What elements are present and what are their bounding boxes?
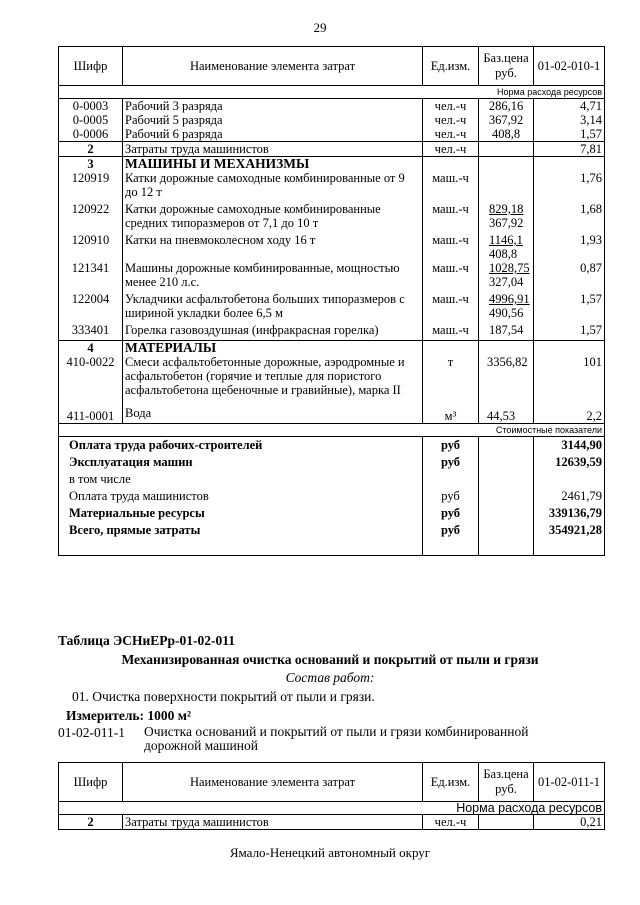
row-value: 1,57 — [534, 323, 605, 341]
row-value: 2461,79 — [534, 488, 605, 505]
row-unit — [423, 157, 479, 172]
row-value: 0,21 — [534, 815, 605, 830]
header-code: Шифр — [59, 763, 123, 802]
section-code: 3 — [59, 157, 123, 172]
norm-description: Очистка оснований и покрытий от пыли и грязи комбинированной дорожной машиной — [144, 724, 529, 753]
worker-row — [59, 99, 605, 114]
row-value: 354921,28 — [534, 522, 605, 556]
section-title: МАШИНЫ И МЕХАНИЗМЫ — [123, 157, 423, 172]
row-value: 12639,59 — [534, 454, 605, 471]
header-name: Наименование элемента затрат — [123, 763, 423, 802]
header-name: Наименование элемента затрат — [123, 47, 423, 86]
row-code: 122004 — [59, 292, 123, 323]
row-unit: руб — [423, 437, 479, 455]
table-title: Таблица ЭСНиЕРр-01-02-011 — [58, 633, 236, 648]
row-price — [479, 522, 534, 556]
row-name: Смеси асфальтобетонные дорожные, аэродромные и асфальтобетон (горячие и теплые для пористого асфальтобетона щебеночные и гравийные), марка II — [123, 355, 423, 400]
worker-row — [59, 127, 605, 142]
section-heading: Механизированная очистка оснований и покрытий от пыли и грязи — [121, 652, 539, 667]
row-value: 339136,79 — [534, 505, 605, 522]
row-value: 0,87 — [534, 261, 605, 292]
row-name: Рабочий 6 разряда — [123, 127, 423, 142]
row-unit: чел.-ч — [423, 127, 479, 142]
row-code: 2 — [59, 142, 123, 157]
row-name: Катки дорожные самоходные комбинированные от 9 до 12 т — [123, 171, 423, 202]
norm-label: Норма расхода ресурсов — [59, 802, 605, 815]
machine-row — [59, 261, 605, 292]
row-name: Катки дорожные самоходные комбинированные средних типоразмеров от 7,1 до 10 т — [123, 202, 423, 233]
row-unit: чел.-ч — [423, 815, 479, 830]
section-code: 4 — [59, 341, 123, 356]
cost-row — [59, 505, 605, 522]
row-price — [479, 471, 534, 488]
row-name: Оплата труда рабочих-строителей — [59, 437, 423, 455]
row-name: Рабочий 3 разряда — [123, 99, 423, 114]
row-value: 1,57 — [534, 127, 605, 142]
row-value — [534, 157, 605, 172]
row-code: 0-0005 — [59, 113, 123, 127]
row-value: 1,93 — [534, 233, 605, 261]
page-number: 29 — [313, 20, 327, 35]
row-unit: руб — [423, 522, 479, 556]
row-price — [479, 815, 534, 830]
cost-label-row — [59, 424, 605, 437]
row-code: 410-0022 — [59, 355, 123, 400]
row-code: 120910 — [59, 233, 123, 261]
row-name: Материальные ресурсы — [59, 505, 423, 522]
row-unit: чел.-ч — [423, 99, 479, 114]
price-base: 4996,91 — [489, 292, 530, 306]
row-price — [479, 157, 534, 172]
row-price — [479, 437, 534, 455]
header-code: Шифр — [59, 47, 123, 86]
row-unit: чел.-ч — [423, 142, 479, 157]
row-price — [479, 488, 534, 505]
material-row — [59, 400, 605, 424]
row-name: Затраты труда машинистов — [123, 815, 423, 830]
row-code: 120919 — [59, 171, 123, 202]
materials-section-row — [59, 341, 605, 356]
row-code: 0-0006 — [59, 127, 123, 142]
row-price — [479, 233, 534, 261]
header-unit: Ед.изм. — [423, 763, 479, 802]
row-unit: чел.-ч — [423, 113, 479, 127]
norm-label: Норма расхода ресурсов — [59, 86, 605, 99]
row-unit: маш.-ч — [423, 202, 479, 233]
machines-section-row — [59, 157, 605, 172]
row-code: 2 — [59, 815, 123, 830]
row-value — [534, 471, 605, 488]
machine-row — [59, 233, 605, 261]
price-base: 187,54 — [489, 323, 524, 337]
row-value: 3144,90 — [534, 437, 605, 455]
row-price — [479, 292, 534, 323]
footer-region: Ямало-Ненецкий автономный округ — [229, 845, 431, 860]
resource-table-1 — [58, 46, 605, 556]
row-name: Катки на пневмоколесном ходу 16 т — [123, 233, 423, 261]
header-price: Баз.цена руб. — [479, 47, 534, 86]
cost-row — [59, 522, 605, 556]
price-base: 1028,75 — [489, 261, 530, 275]
row-unit — [423, 341, 479, 356]
cost-row — [59, 471, 605, 488]
row-price — [479, 341, 534, 356]
row-code: 120922 — [59, 202, 123, 233]
row-value: 1,68 — [534, 202, 605, 233]
row-unit: маш.-ч — [423, 233, 479, 261]
cost-row — [59, 488, 605, 505]
row-price — [479, 261, 534, 292]
row-value: 1,76 — [534, 171, 605, 202]
row-name: в том числе — [59, 471, 423, 488]
table2-row — [59, 815, 605, 830]
row-price: 367,92 — [479, 113, 534, 127]
table2-header-row — [59, 763, 605, 802]
row-value: 2,2 — [534, 400, 605, 424]
row-value: 3,14 — [534, 113, 605, 127]
row-price: 408,8 — [479, 127, 534, 142]
row-value — [534, 341, 605, 356]
work-composition-label: Состав работ: — [285, 670, 375, 685]
row-name: Эксплуатация машин — [59, 454, 423, 471]
price-machinist: 327,04 — [489, 275, 524, 289]
row-value: 101 — [534, 355, 605, 400]
price-base: 829,18 — [489, 202, 524, 216]
header-unit: Ед.изм. — [423, 47, 479, 86]
cost-label: Стоимостные показатели — [59, 424, 605, 437]
machinists-row — [59, 142, 605, 157]
cost-row — [59, 437, 605, 455]
row-value: 4,71 — [534, 99, 605, 114]
machine-row — [59, 171, 605, 202]
price-machinist: 367,92 — [489, 216, 524, 230]
row-price — [479, 505, 534, 522]
row-name: Всего, прямые затраты — [59, 522, 423, 556]
row-price — [479, 323, 534, 341]
row-name: Машины дорожные комбинированные, мощностью менее 210 л.с. — [123, 261, 423, 292]
norm-label-row — [59, 86, 605, 99]
material-row — [59, 355, 605, 400]
row-price: 286,16 — [479, 99, 534, 114]
cost-row — [59, 454, 605, 471]
row-price: 3356,82 — [479, 355, 534, 400]
row-unit: маш.-ч — [423, 292, 479, 323]
row-unit: руб — [423, 454, 479, 471]
machine-row — [59, 202, 605, 233]
row-name: Вода — [123, 400, 423, 424]
row-name: Затраты труда машинистов — [123, 142, 423, 157]
table1-header-row — [59, 47, 605, 86]
row-name: Рабочий 5 разряда — [123, 113, 423, 127]
header-id: 01-02-011-1 — [534, 763, 605, 802]
row-unit: т — [423, 355, 479, 400]
price-machinist: 408,8 — [489, 247, 518, 261]
meter-label: Измеритель: 1000 м² — [66, 708, 192, 723]
resource-table-2 — [58, 762, 605, 830]
worker-row — [59, 113, 605, 127]
machine-row — [59, 323, 605, 341]
row-name: Горелка газовоздушная (инфракрасная горелка) — [123, 323, 423, 341]
norm-code: 01-02-011-1 — [58, 725, 125, 740]
header-id: 01-02-010-1 — [534, 47, 605, 86]
row-unit: маш.-ч — [423, 171, 479, 202]
row-unit: руб — [423, 505, 479, 522]
machine-row — [59, 292, 605, 323]
row-code: 121341 — [59, 261, 123, 292]
row-price — [479, 454, 534, 471]
row-unit — [423, 471, 479, 488]
price-machinist: 490,56 — [489, 306, 524, 320]
row-value: 1,57 — [534, 292, 605, 323]
row-name: Укладчики асфальтобетона больших типоразмеров с шириной укладки более 6,5 м — [123, 292, 423, 323]
row-price — [479, 142, 534, 157]
norm-label-row — [59, 802, 605, 815]
row-unit: м³ — [423, 400, 479, 424]
row-code: 411-0001 — [59, 400, 123, 424]
section-title: МАТЕРИАЛЫ — [123, 341, 423, 356]
row-name: Оплата труда машинистов — [59, 488, 423, 505]
work-item: 01. Очистка поверхности покрытий от пыли и грязи. — [72, 689, 375, 704]
row-price: 44,53 — [479, 400, 534, 424]
row-unit: маш.-ч — [423, 261, 479, 292]
row-code: 333401 — [59, 323, 123, 341]
row-unit: маш.-ч — [423, 323, 479, 341]
row-unit: руб — [423, 488, 479, 505]
row-price — [479, 202, 534, 233]
price-base: 1146,1 — [489, 233, 523, 247]
header-price: Баз.цена руб. — [479, 763, 534, 802]
row-value: 7,81 — [534, 142, 605, 157]
row-code: 0-0003 — [59, 99, 123, 114]
row-price — [479, 171, 534, 202]
